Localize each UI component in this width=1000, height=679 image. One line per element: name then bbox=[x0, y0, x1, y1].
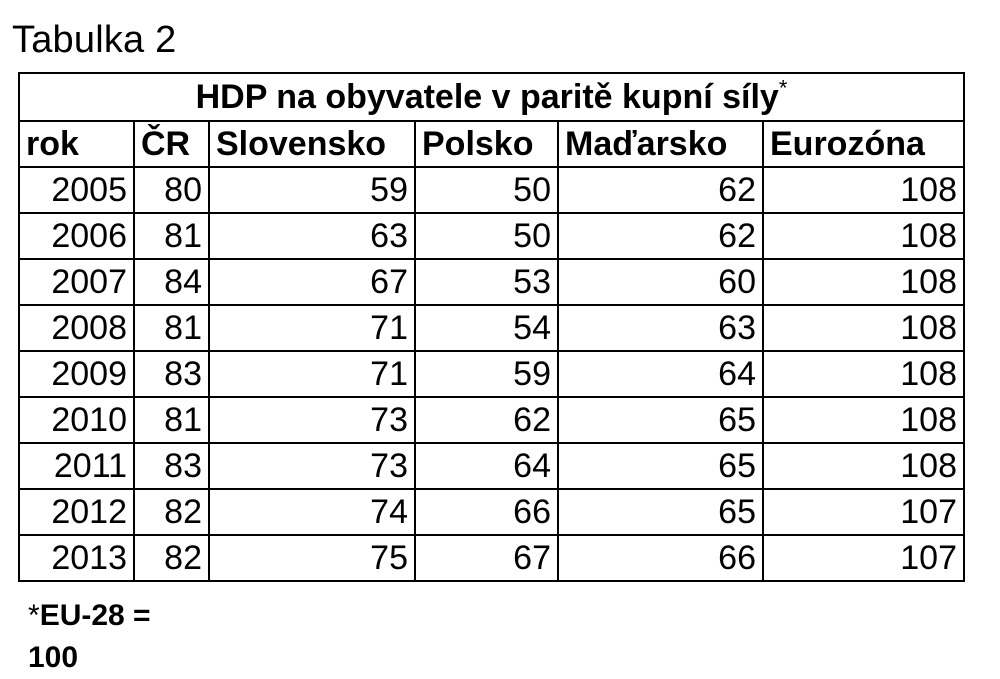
cell-eurozone: 108 bbox=[763, 351, 964, 397]
table-title: HDP na obyvatele v paritě kupní síly bbox=[195, 78, 779, 116]
table-row bbox=[19, 305, 964, 351]
table-row bbox=[19, 167, 964, 213]
cell-year: 2005 bbox=[19, 167, 134, 213]
table-caption: Tabulka 2 bbox=[12, 19, 177, 61]
cell-slovakia: 67 bbox=[209, 259, 415, 305]
cell-slovakia: 71 bbox=[209, 305, 415, 351]
column-header-year: rok bbox=[19, 121, 134, 167]
cell-cr: 81 bbox=[134, 213, 209, 259]
cell-poland: 53 bbox=[415, 259, 558, 305]
cell-poland: 64 bbox=[415, 443, 558, 489]
cell-hungary: 62 bbox=[558, 167, 763, 213]
gdp-table bbox=[18, 72, 965, 582]
cell-hungary: 65 bbox=[558, 443, 763, 489]
table-row bbox=[19, 535, 964, 581]
cell-slovakia: 73 bbox=[209, 397, 415, 443]
table-row bbox=[19, 259, 964, 305]
cell-poland: 62 bbox=[415, 397, 558, 443]
cell-slovakia: 73 bbox=[209, 443, 415, 489]
table-row bbox=[19, 397, 964, 443]
cell-year: 2009 bbox=[19, 351, 134, 397]
table-row bbox=[19, 351, 964, 397]
cell-cr: 84 bbox=[134, 259, 209, 305]
footnote bbox=[28, 595, 151, 679]
cell-cr: 83 bbox=[134, 443, 209, 489]
column-header-poland: Polsko bbox=[415, 121, 558, 167]
cell-eurozone: 108 bbox=[763, 213, 964, 259]
cell-year: 2008 bbox=[19, 305, 134, 351]
cell-slovakia: 74 bbox=[209, 489, 415, 535]
footnote-marker: * bbox=[778, 75, 788, 101]
footnote-text-2: 100 bbox=[28, 641, 79, 674]
cell-hungary: 64 bbox=[558, 351, 763, 397]
table-row bbox=[19, 489, 964, 535]
footnote-star: * bbox=[28, 599, 40, 632]
cell-eurozone: 108 bbox=[763, 305, 964, 351]
cell-slovakia: 59 bbox=[209, 167, 415, 213]
cell-poland: 50 bbox=[415, 213, 558, 259]
cell-slovakia: 71 bbox=[209, 351, 415, 397]
column-header-cr: ČR bbox=[134, 121, 209, 167]
cell-year: 2006 bbox=[19, 213, 134, 259]
cell-year: 2007 bbox=[19, 259, 134, 305]
cell-year: 2012 bbox=[19, 489, 134, 535]
table-row bbox=[19, 443, 964, 489]
cell-year: 2013 bbox=[19, 535, 134, 581]
column-header-eurozone: Eurozóna bbox=[763, 121, 964, 167]
footnote-text-1: EU-28 = bbox=[39, 599, 151, 632]
cell-eurozone: 107 bbox=[763, 535, 964, 581]
cell-eurozone: 108 bbox=[763, 443, 964, 489]
column-header-hungary: Maďarsko bbox=[558, 121, 763, 167]
cell-year: 2010 bbox=[19, 397, 134, 443]
cell-hungary: 65 bbox=[558, 397, 763, 443]
cell-year: 2011 bbox=[19, 443, 134, 489]
cell-poland: 67 bbox=[415, 535, 558, 581]
cell-hungary: 65 bbox=[558, 489, 763, 535]
table-title-cell bbox=[19, 73, 964, 121]
cell-cr: 83 bbox=[134, 351, 209, 397]
cell-poland: 59 bbox=[415, 351, 558, 397]
cell-slovakia: 75 bbox=[209, 535, 415, 581]
table-row bbox=[19, 213, 964, 259]
cell-eurozone: 108 bbox=[763, 167, 964, 213]
cell-cr: 82 bbox=[134, 535, 209, 581]
cell-eurozone: 108 bbox=[763, 259, 964, 305]
cell-poland: 54 bbox=[415, 305, 558, 351]
cell-poland: 50 bbox=[415, 167, 558, 213]
cell-cr: 81 bbox=[134, 397, 209, 443]
cell-poland: 66 bbox=[415, 489, 558, 535]
cell-eurozone: 108 bbox=[763, 397, 964, 443]
footnote-line-1 bbox=[28, 595, 151, 637]
column-header-slovakia: Slovensko bbox=[209, 121, 415, 167]
table-header-row bbox=[19, 121, 964, 167]
cell-hungary: 62 bbox=[558, 213, 763, 259]
cell-cr: 82 bbox=[134, 489, 209, 535]
cell-cr: 81 bbox=[134, 305, 209, 351]
cell-hungary: 66 bbox=[558, 535, 763, 581]
cell-cr: 80 bbox=[134, 167, 209, 213]
table-title-row bbox=[19, 73, 964, 121]
cell-hungary: 63 bbox=[558, 305, 763, 351]
cell-slovakia: 63 bbox=[209, 213, 415, 259]
cell-eurozone: 107 bbox=[763, 489, 964, 535]
cell-hungary: 60 bbox=[558, 259, 763, 305]
